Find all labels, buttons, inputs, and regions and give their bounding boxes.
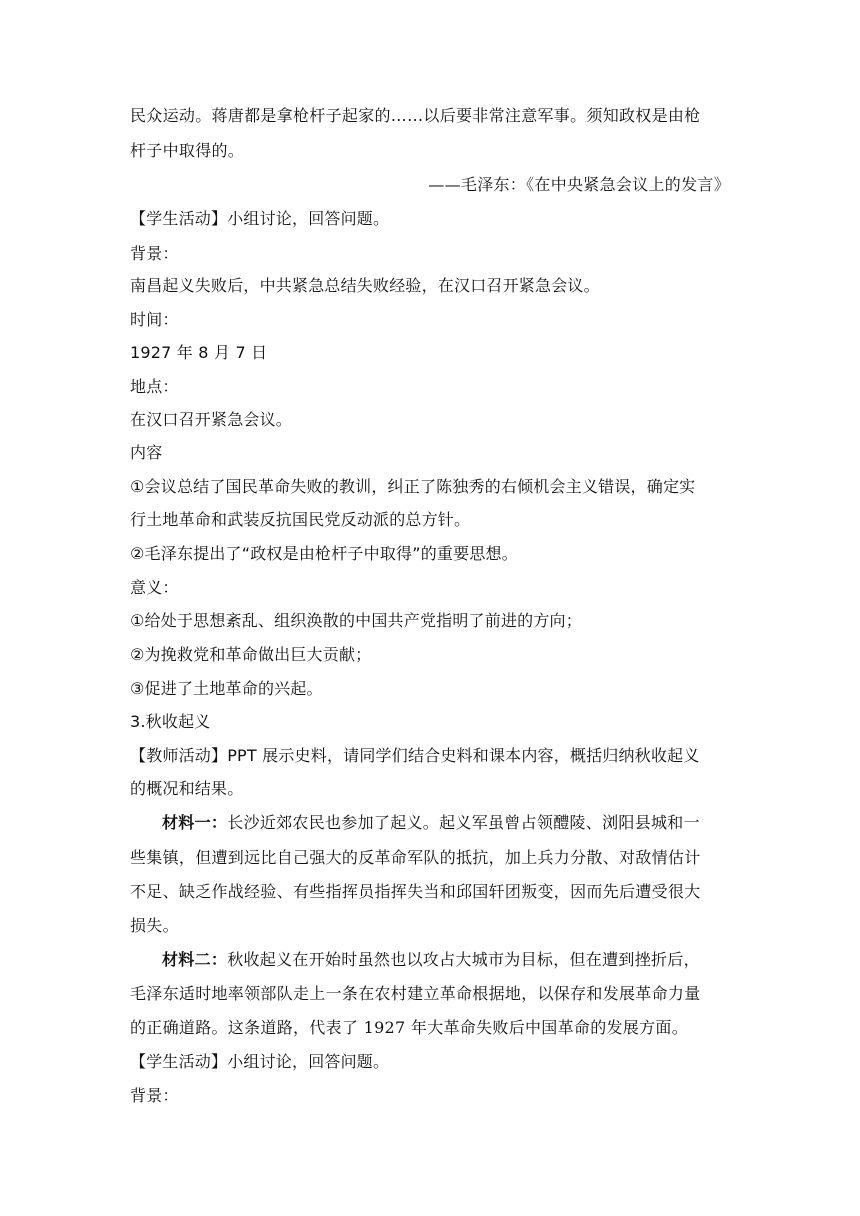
material-2-label: 材料二：: [162, 950, 228, 969]
significance-item-2: ②为挽救党和革命做出巨大贡献；: [130, 645, 372, 664]
material-1-text: 长沙近郊农民也参加了起义。起义军虽曾占领醴陵、浏阳县城和一: [227, 813, 700, 832]
material-1-label: 材料一：: [162, 813, 228, 832]
student-activity-2: [130, 1052, 730, 1072]
student-activity-1: [130, 209, 730, 229]
quote-line-2: 杆子中取得的。: [130, 141, 245, 160]
background-text: 南昌起义失败后，中共紧急总结失败经验，在汉口召开紧急会议。: [130, 276, 600, 295]
quote-line-1: 民众运动。蒋唐都是拿枪杆子起家的……以后要非常注意军事。须知政权是由枪: [130, 106, 701, 125]
significance-item-1: ①给处于思想紊乱、组织涣散的中国共产党指明了前进的方向；: [130, 611, 582, 630]
material-1-line-1: [130, 813, 730, 833]
time-label: 时间：: [130, 310, 179, 329]
student-activity-2-tag: 【学生活动】: [130, 1052, 228, 1071]
student-activity-tag: 【学生活动】: [130, 209, 228, 228]
place-text: 在汉口召开紧急会议。: [130, 410, 293, 429]
material-1-line-4: 损失。: [130, 916, 179, 935]
background-2-label: 背景：: [130, 1086, 179, 1105]
teacher-activity-line-1: 【教师活动】PPT 展示史料，请同学们结合史料和课本内容，概括归纳秋收起义: [130, 746, 700, 765]
place-label: 地点：: [130, 377, 179, 396]
material-2-line-1: [130, 950, 730, 970]
time-text: 1927 年 8 月 7 日: [130, 343, 268, 362]
content-label: 内容: [130, 443, 163, 462]
material-2-line-3: 的正确道路。这条道路，代表了 1927 年大革命失败后中国革命的发展方面。: [130, 1018, 688, 1037]
student-activity-2-text: 小组讨论，回答问题。: [227, 1052, 390, 1071]
content-item-1-line-1: ①会议总结了国民革命失败的教训，纠正了陈独秀的右倾机会主义错误，确定实: [130, 477, 696, 496]
material-2-line-2: 毛泽东适时地率领部队走上一条在农村建立革命根据地，以保存和发展革命力量: [130, 984, 701, 1003]
teacher-activity-line-2: 的概况和结果。: [130, 779, 244, 798]
section-3-title: 3.秋收起义: [130, 712, 211, 731]
material-2-text: 秋收起义在开始时虽然也以攻占大城市为目标，但在遭到挫折后，: [227, 950, 700, 969]
material-1-line-3: 不足、缺乏作战经验、有些指挥员指挥失当和邱国轩团叛变，因而先后遭受很大: [130, 882, 701, 901]
quote-source: ——毛泽东：《在中央紧急会议上的发言》: [428, 175, 730, 194]
document-page: [130, 0, 730, 1216]
significance-item-3: ③促进了土地革命的兴起。: [130, 679, 323, 698]
background-label: 背景：: [130, 244, 179, 263]
significance-label: 意义：: [130, 578, 179, 597]
material-1-line-2: 些集镇，但遭到远比自己强大的反革命军队的抵抗，加上兵力分散、对敌情估计: [130, 848, 701, 867]
content-item-1-line-2: 行土地革命和武装反抗国民党反动派的总方针。: [130, 510, 471, 529]
student-activity-text: 小组讨论，回答问题。: [227, 209, 390, 228]
content-item-2: ②毛泽东提出了“政权是由枪杆子中取得”的重要思想。: [130, 544, 518, 563]
